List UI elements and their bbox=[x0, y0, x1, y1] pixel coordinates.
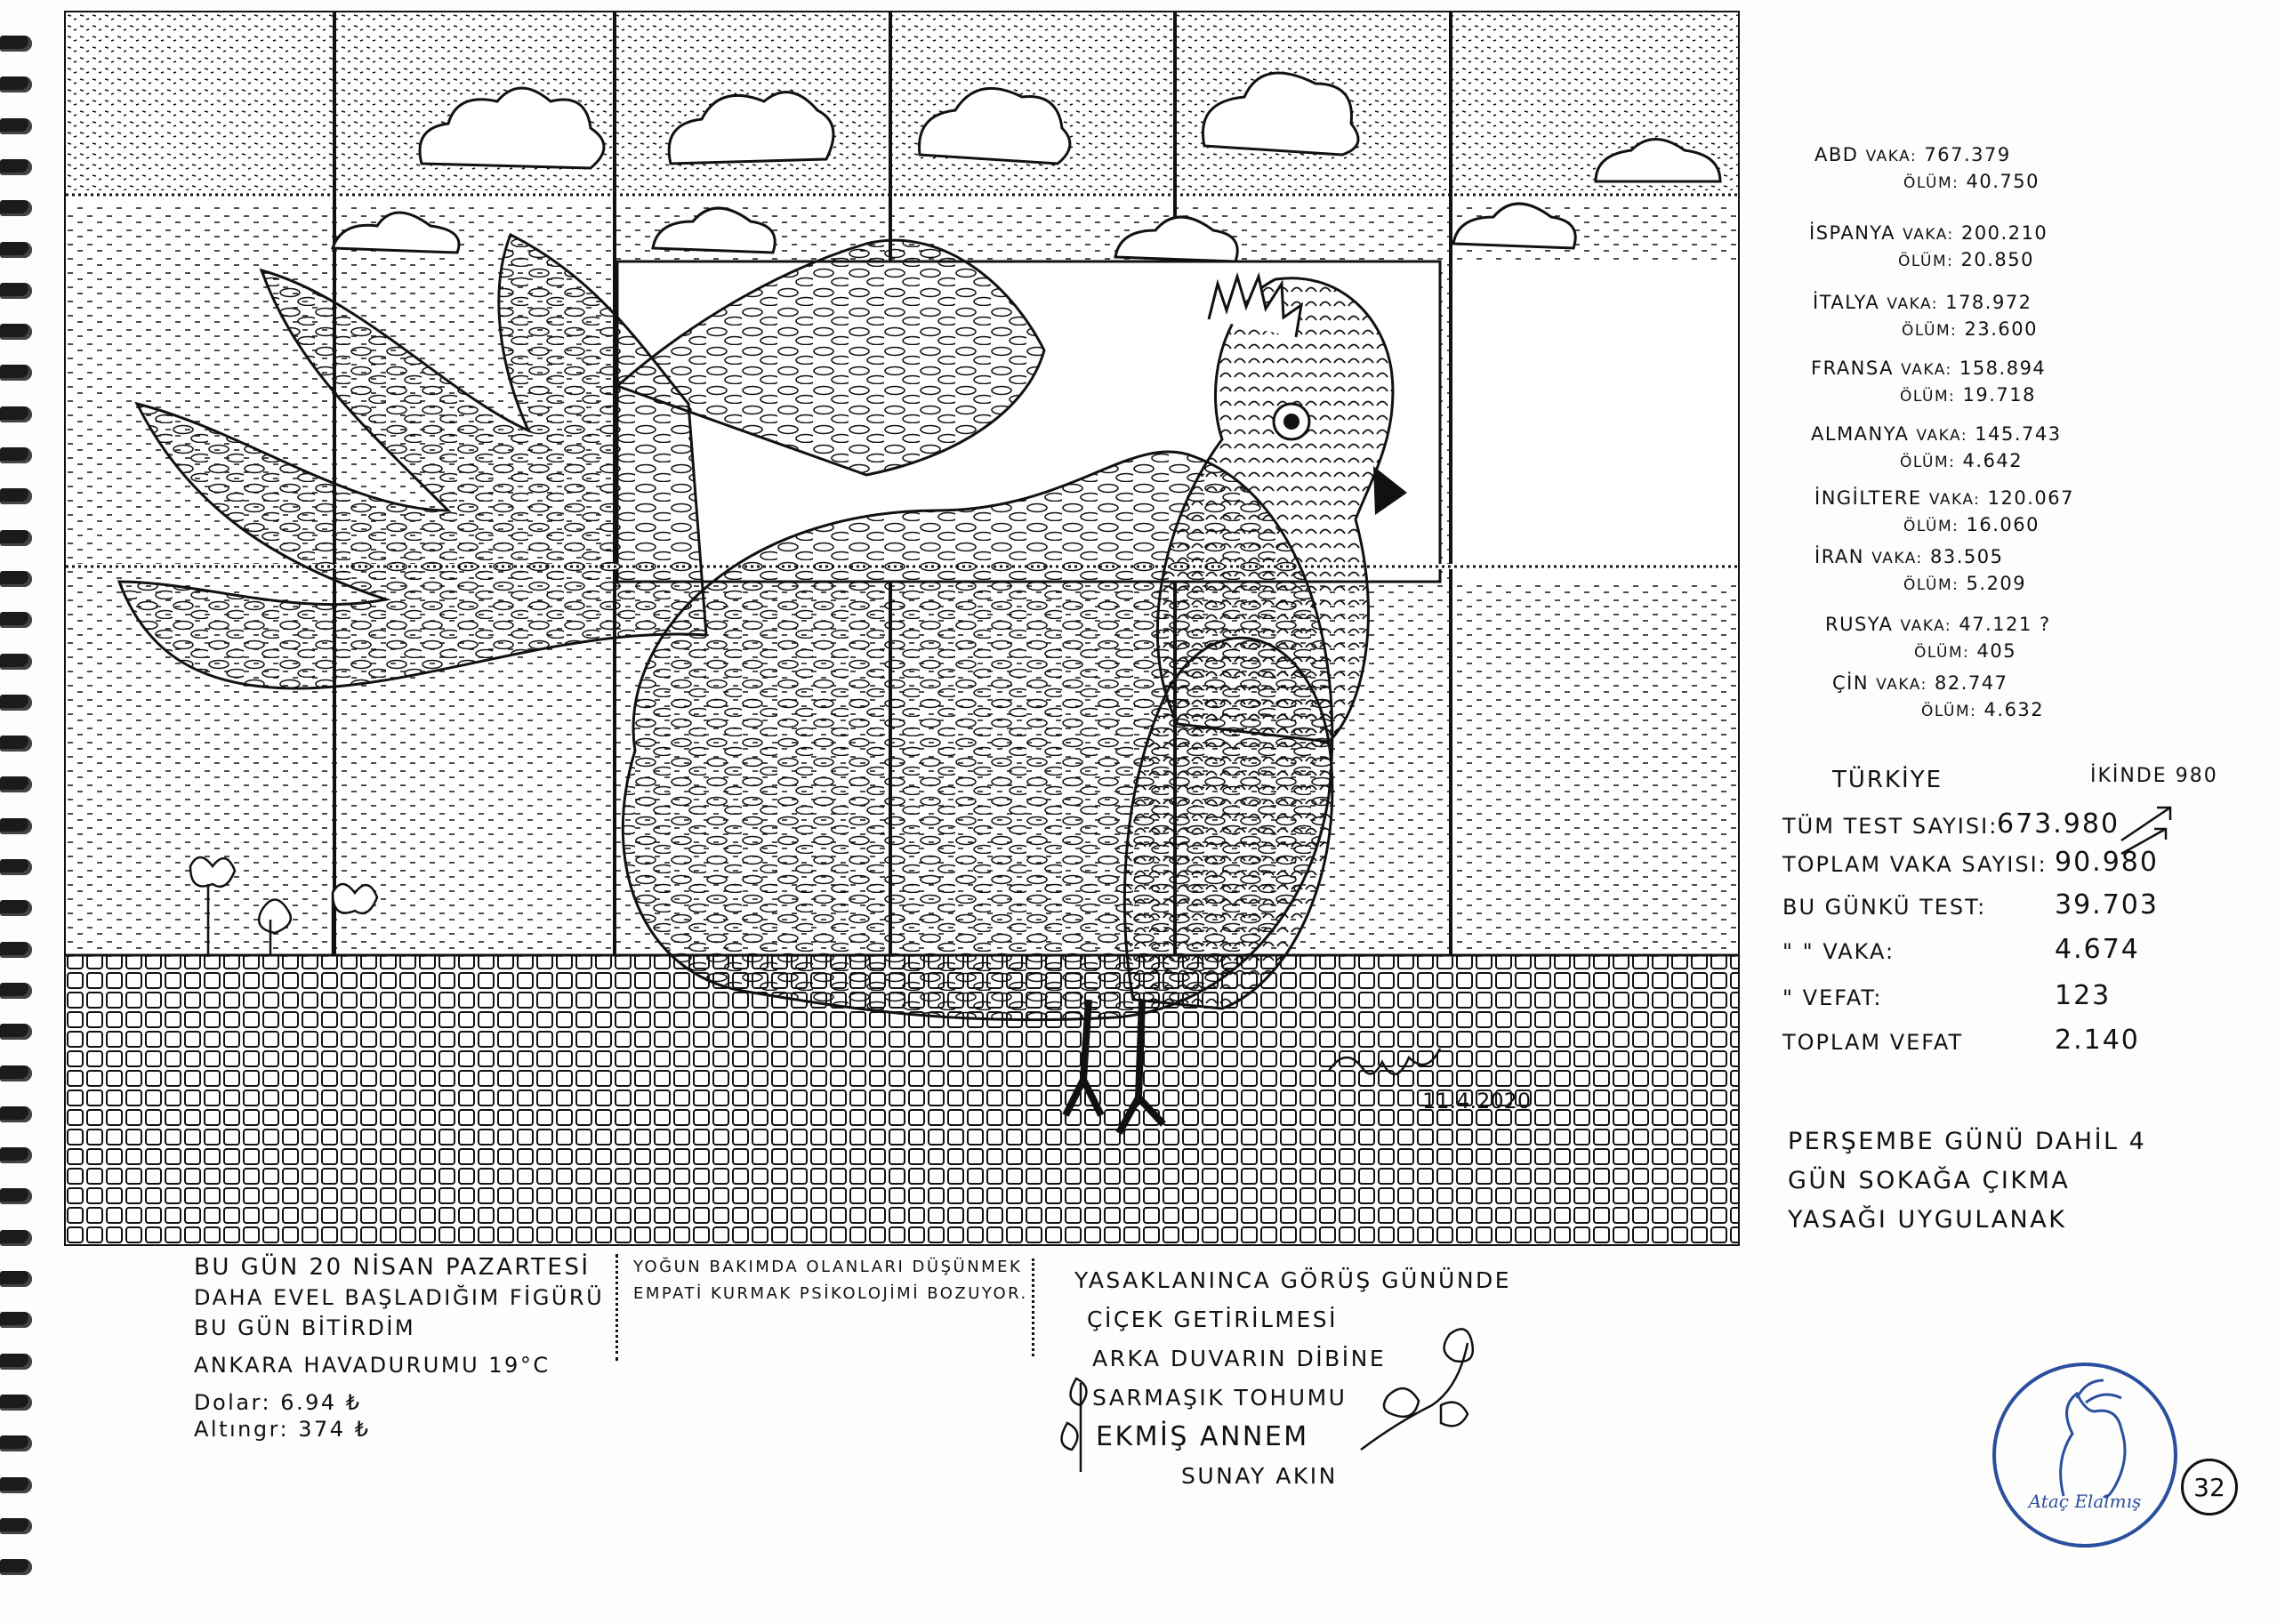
turkiye-value: 39.703 bbox=[2055, 889, 2159, 921]
spiral-ring bbox=[0, 324, 32, 340]
diary-note bbox=[194, 1252, 604, 1441]
rooster-illustration bbox=[66, 12, 1738, 1244]
spiral-ring bbox=[0, 654, 32, 670]
diary-line: ANKARA HAVADURUMU 19°C bbox=[194, 1353, 551, 1378]
spiral-ring bbox=[0, 1435, 32, 1451]
deaths-label: ÖLÜM: bbox=[1903, 518, 1959, 535]
spiral-ring bbox=[0, 736, 32, 752]
deaths-label: ÖLÜM: bbox=[1903, 174, 1959, 192]
country-name: ÇİN bbox=[1832, 672, 1870, 694]
spiral-ring bbox=[0, 983, 32, 999]
spiral-binding bbox=[0, 36, 36, 1601]
gold-rate: Altıngr: 374 ₺ bbox=[194, 1417, 371, 1442]
spiral-ring bbox=[0, 488, 32, 504]
deaths-value: 4.632 bbox=[1983, 699, 2045, 720]
country-name: ALMANYA bbox=[1811, 423, 1910, 445]
country-cases-row bbox=[1814, 144, 2011, 165]
country-cases-row bbox=[1811, 423, 2062, 445]
deaths-value: 405 bbox=[1976, 640, 2017, 662]
icu-note bbox=[633, 1254, 1028, 1307]
curfew-line: GÜN SOKAĞA ÇIKMA bbox=[1788, 1167, 2071, 1194]
country-name: İNGİLTERE bbox=[1814, 487, 1922, 509]
country-name: İRAN bbox=[1814, 546, 1865, 567]
deaths-label: ÖLÜM: bbox=[1900, 454, 1956, 471]
signature-date: 11.4.2020 bbox=[1422, 1089, 1532, 1113]
deaths-label: ÖLÜM: bbox=[1902, 322, 1958, 340]
turkiye-value: 673.980 bbox=[1997, 808, 2120, 840]
deaths-label: ÖLÜM: bbox=[1900, 388, 1956, 406]
country-deaths-row bbox=[1903, 171, 2040, 192]
goat-icon bbox=[1992, 1363, 2170, 1540]
spiral-ring bbox=[0, 1147, 32, 1163]
country-deaths-row bbox=[1902, 318, 2038, 340]
country-deaths-row bbox=[1898, 249, 2034, 270]
deaths-value: 5.209 bbox=[1966, 573, 2027, 594]
spiral-ring bbox=[0, 1395, 32, 1411]
deaths-label: ÖLÜM: bbox=[1921, 703, 1977, 720]
cases-label: VAKA: bbox=[1887, 295, 1939, 313]
deaths-value: 40.750 bbox=[1966, 171, 2040, 192]
cases-value: 82.747 bbox=[1935, 672, 2008, 694]
spiral-ring bbox=[0, 1354, 32, 1370]
turkiye-label: TOPLAM VEFAT bbox=[1782, 1030, 1964, 1055]
spiral-ring bbox=[0, 1230, 32, 1246]
spiral-ring bbox=[0, 612, 32, 628]
dollar-rate: Dolar: 6.94 ₺ bbox=[194, 1390, 362, 1415]
cases-value: 145.743 bbox=[1975, 423, 2062, 445]
icu-line: EMPATİ KURMAK PSİKOLOJİMİ BOZUYOR. bbox=[633, 1284, 1028, 1303]
deaths-value: 20.850 bbox=[1960, 249, 2035, 270]
turkiye-value: 123 bbox=[2055, 980, 2112, 1011]
deaths-label: ÖLÜM: bbox=[1898, 253, 1954, 270]
cases-label: VAKA: bbox=[1876, 676, 1927, 694]
divider bbox=[1032, 1258, 1034, 1356]
spiral-ring bbox=[0, 776, 32, 792]
poem-line: ÇİÇEK GETİRİLMESİ bbox=[1087, 1306, 1339, 1332]
spiral-ring bbox=[0, 447, 32, 463]
spiral-ring bbox=[0, 942, 32, 958]
poem-author: SUNAY AKIN bbox=[1181, 1463, 1338, 1489]
country-deaths-row bbox=[1903, 514, 2040, 535]
poem-line: YASAKLANINCA GÖRÜŞ GÜNÜNDE bbox=[1074, 1267, 1512, 1293]
curfew-line: YASAĞI UYGULANAK bbox=[1788, 1206, 2067, 1234]
rooster-drawing bbox=[64, 11, 1740, 1246]
country-cases-row bbox=[1825, 614, 2051, 635]
country-cases-row bbox=[1814, 487, 2074, 509]
spiral-ring bbox=[0, 76, 32, 92]
country-name: İSPANYA bbox=[1809, 222, 1895, 244]
spiral-ring bbox=[0, 1312, 32, 1328]
spiral-ring bbox=[0, 406, 32, 422]
cases-value: 83.505 bbox=[1929, 546, 2004, 567]
artist-stamp bbox=[1992, 1363, 2177, 1548]
spiral-ring bbox=[0, 36, 32, 52]
poem-line: SARMAŞIK TOHUMU bbox=[1092, 1385, 1348, 1411]
cases-value: 120.067 bbox=[1987, 487, 2074, 509]
turkiye-value: 4.674 bbox=[2055, 934, 2140, 965]
turkiye-value: 2.140 bbox=[2055, 1025, 2140, 1056]
diary-line: BU GÜN BİTİRDİM bbox=[194, 1315, 416, 1340]
spiral-ring bbox=[0, 159, 32, 175]
country-deaths-row bbox=[1921, 699, 2044, 720]
turkiye-label: BU GÜNKÜ TEST: bbox=[1782, 895, 1987, 920]
country-deaths-row bbox=[1903, 573, 2026, 594]
deaths-label: ÖLÜM: bbox=[1914, 644, 1970, 662]
country-cases-row bbox=[1814, 546, 2003, 567]
cases-value: 178.972 bbox=[1945, 292, 2032, 313]
cases-label: VAKA: bbox=[1865, 148, 1918, 165]
turkiye-title: TÜRKİYE bbox=[1832, 767, 1943, 793]
turkiye-label: " VEFAT: bbox=[1782, 985, 1883, 1010]
deaths-label: ÖLÜM: bbox=[1903, 576, 1959, 594]
cases-value: 767.379 bbox=[1924, 144, 2011, 165]
spiral-ring bbox=[0, 571, 32, 587]
spiral-ring bbox=[0, 1271, 32, 1287]
turkiye-label: TOPLAM VAKA SAYISI: bbox=[1782, 852, 2048, 877]
country-name: RUSYA bbox=[1825, 614, 1894, 635]
spiral-ring bbox=[0, 1065, 32, 1081]
poem-line: EKMİŞ ANNEM bbox=[1096, 1421, 1309, 1452]
flower-doodle bbox=[1352, 1316, 1494, 1459]
cases-label: VAKA: bbox=[1901, 361, 1952, 379]
page-number: 32 bbox=[2181, 1459, 2238, 1515]
cases-value: 158.894 bbox=[1959, 358, 2047, 379]
country-deaths-row bbox=[1900, 450, 2023, 471]
country-deaths-row bbox=[1900, 384, 2036, 406]
cases-label: VAKA: bbox=[1903, 226, 1954, 244]
poem-line: ARKA DUVARIN DİBİNE bbox=[1092, 1346, 1387, 1371]
country-deaths-row bbox=[1914, 640, 2016, 662]
spiral-ring bbox=[0, 1477, 32, 1493]
spiral-ring bbox=[0, 1518, 32, 1534]
spiral-ring bbox=[0, 118, 32, 134]
cases-label: VAKA: bbox=[1871, 550, 1923, 567]
spiral-ring bbox=[0, 859, 32, 875]
spiral-ring bbox=[0, 1024, 32, 1040]
icu-line: YOĞUN BAKIMDA OLANLARI DÜŞÜNMEK bbox=[633, 1258, 1023, 1276]
spiral-ring bbox=[0, 283, 32, 299]
cases-value: 200.210 bbox=[1960, 222, 2048, 244]
spiral-ring bbox=[0, 1559, 32, 1575]
flower-doodle bbox=[1050, 1370, 1112, 1476]
turkiye-label: " " VAKA: bbox=[1782, 939, 1895, 964]
spiral-ring bbox=[0, 900, 32, 916]
deaths-value: 16.060 bbox=[1966, 514, 2040, 535]
country-name: ABD bbox=[1814, 144, 1859, 165]
turkiye-value: 90.980 bbox=[2055, 847, 2159, 878]
spiral-ring bbox=[0, 242, 32, 258]
spiral-ring bbox=[0, 1106, 32, 1122]
curfew-note bbox=[1788, 1122, 2146, 1240]
cases-label: VAKA: bbox=[1900, 617, 1952, 635]
spiral-ring bbox=[0, 530, 32, 546]
turkiye-note: İKİNDE 980 bbox=[2090, 765, 2218, 787]
deaths-value: 19.718 bbox=[1962, 384, 2037, 406]
deaths-value: 23.600 bbox=[1964, 318, 2039, 340]
cases-value: 47.121 ? bbox=[1959, 614, 2051, 635]
spiral-ring bbox=[0, 695, 32, 711]
country-cases-row bbox=[1813, 292, 2032, 313]
country-name: İTALYA bbox=[1813, 292, 1880, 313]
country-cases-row bbox=[1809, 222, 2048, 244]
diary-line: DAHA EVEL BAŞLADIĞIM FİGÜRÜ bbox=[194, 1285, 605, 1310]
divider bbox=[616, 1254, 618, 1361]
deaths-value: 4.642 bbox=[1962, 450, 2024, 471]
cases-label: VAKA: bbox=[1928, 491, 1981, 509]
country-cases-row bbox=[1811, 358, 2046, 379]
spiral-ring bbox=[0, 1188, 32, 1204]
turkiye-label: TÜM TEST SAYISI: bbox=[1782, 814, 1999, 839]
diary-line: BU GÜN 20 NİSAN PAZARTESİ bbox=[194, 1254, 591, 1281]
spiral-ring bbox=[0, 818, 32, 834]
spiral-ring bbox=[0, 365, 32, 381]
country-name: FRANSA bbox=[1811, 358, 1894, 379]
cases-label: VAKA: bbox=[1916, 427, 1968, 445]
country-cases-row bbox=[1832, 672, 2008, 694]
spiral-ring bbox=[0, 200, 32, 216]
curfew-line: PERŞEMBE GÜNÜ DAHİL 4 bbox=[1788, 1128, 2147, 1155]
stamp-text: Ataç Elalmış bbox=[2028, 1491, 2142, 1512]
